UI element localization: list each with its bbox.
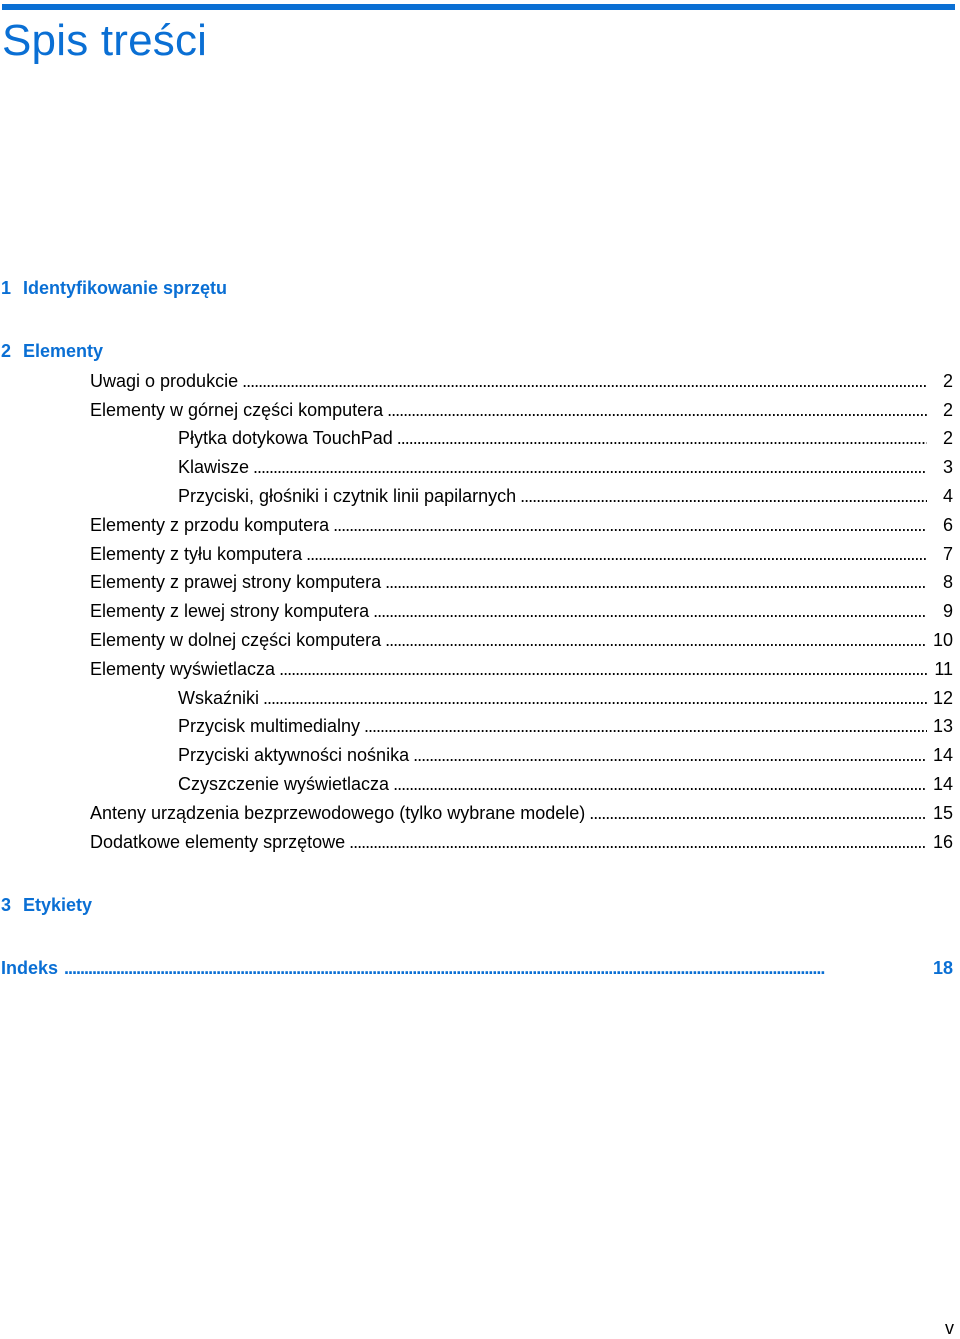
dot-leader (397, 426, 927, 450)
toc-entry-page: 8 (942, 572, 953, 592)
dot-leader (349, 830, 927, 854)
toc-entry-title: Płytka dotykowa TouchPad (178, 428, 393, 448)
toc-entry[interactable] (90, 570, 953, 594)
dot-leader (393, 772, 927, 796)
toc-entry-title: Przyciski, głośniki i czytnik linii papilarnych (178, 486, 517, 506)
toc-entry-title: Elementy wyświetlacza (90, 659, 276, 679)
toc-entry[interactable] (90, 398, 953, 422)
toc-entry[interactable] (178, 686, 953, 710)
toc-entry-page: 6 (942, 515, 953, 535)
dot-leader (242, 369, 927, 393)
dot-leader (263, 686, 927, 710)
chapter-title: Elementy (23, 341, 104, 361)
dot-leader (520, 484, 927, 508)
toc-entry-title: Elementy w górnej części komputera (90, 400, 384, 420)
index-page: 18 (932, 958, 953, 978)
toc-entry-page: 10 (932, 630, 953, 650)
toc-entry-title: Przyciski aktywności nośnika (178, 745, 410, 765)
toc-entry-page: 2 (942, 400, 953, 420)
toc-entry-title: Elementy z lewej strony komputera (90, 601, 370, 621)
page-title: Spis treści (2, 16, 208, 65)
toc-entry[interactable] (178, 426, 953, 450)
chapter-title: Identyfikowanie sprzętu (23, 278, 228, 298)
dot-leader (64, 956, 929, 980)
toc-entry-page: 2 (942, 428, 953, 448)
dot-leader (385, 570, 927, 594)
toc-entry-page: 16 (932, 832, 953, 852)
dot-leader (385, 628, 927, 652)
dot-leader (253, 455, 927, 479)
toc-entry[interactable] (90, 830, 953, 854)
dot-leader (589, 801, 927, 825)
chapter-1-link[interactable] (1, 276, 227, 300)
toc-entry-title: Anteny urządzenia bezprzewodowego (tylko wybrane modele) (90, 803, 586, 823)
dot-leader (306, 542, 927, 566)
toc-entry[interactable] (178, 484, 953, 508)
toc-entry[interactable] (178, 455, 953, 479)
chapter-2-link[interactable] (1, 339, 103, 363)
dot-leader (364, 714, 927, 738)
toc-entry-title: Wskaźniki (178, 688, 260, 708)
toc-entry[interactable] (90, 657, 953, 681)
toc-entry[interactable] (90, 599, 953, 623)
toc-entry[interactable] (178, 714, 953, 738)
toc-entry[interactable] (90, 628, 953, 652)
dot-leader (279, 657, 927, 681)
chapter-number: 1 (1, 278, 12, 298)
page-number: v (945, 1318, 954, 1338)
chapter-number: 3 (1, 895, 12, 915)
toc-entry[interactable] (90, 801, 953, 825)
toc-entry[interactable] (90, 513, 953, 537)
toc-entry-title: Klawisze (178, 457, 250, 477)
toc-entry[interactable] (90, 542, 953, 566)
toc-entry-page: 2 (942, 371, 953, 391)
toc-entry-title: Elementy z tyłu komputera (90, 544, 303, 564)
toc-entry-title: Dodatkowe elementy sprzętowe (90, 832, 346, 852)
toc-entry[interactable] (90, 369, 953, 393)
dot-leader (387, 398, 927, 422)
toc-entry-page: 4 (942, 486, 953, 506)
toc-entry-page: 14 (932, 745, 953, 765)
toc-entry-page: 11 (934, 659, 953, 679)
index-link[interactable] (1, 956, 953, 980)
dot-leader (373, 599, 927, 623)
toc-entry[interactable] (178, 743, 953, 767)
chapter-number: 2 (1, 341, 12, 361)
toc-entry-page: 13 (932, 716, 953, 736)
toc-entry-title: Elementy z przodu komputera (90, 515, 330, 535)
toc-entry[interactable] (178, 772, 953, 796)
chapter-title: Etykiety (23, 895, 93, 915)
toc-entry-title: Elementy w dolnej części komputera (90, 630, 382, 650)
toc-entry-page: 14 (932, 774, 953, 794)
toc-entry-title: Elementy z prawej strony komputera (90, 572, 382, 592)
toc-entry-page: 3 (942, 457, 953, 477)
index-label: Indeks (1, 958, 59, 978)
top-rule (2, 4, 955, 10)
toc-entry-title: Uwagi o produkcie (90, 371, 239, 391)
dot-leader (333, 513, 927, 537)
toc-entry-title: Przycisk multimedialny (178, 716, 361, 736)
toc-entry-page: 15 (932, 803, 953, 823)
toc-entry-title: Czyszczenie wyświetlacza (178, 774, 390, 794)
dot-leader (413, 743, 927, 767)
toc-entry-page: 12 (932, 688, 953, 708)
toc-entry-page: 9 (942, 601, 953, 621)
chapter-3-link[interactable] (1, 893, 92, 917)
toc-entry-page: 7 (942, 544, 953, 564)
